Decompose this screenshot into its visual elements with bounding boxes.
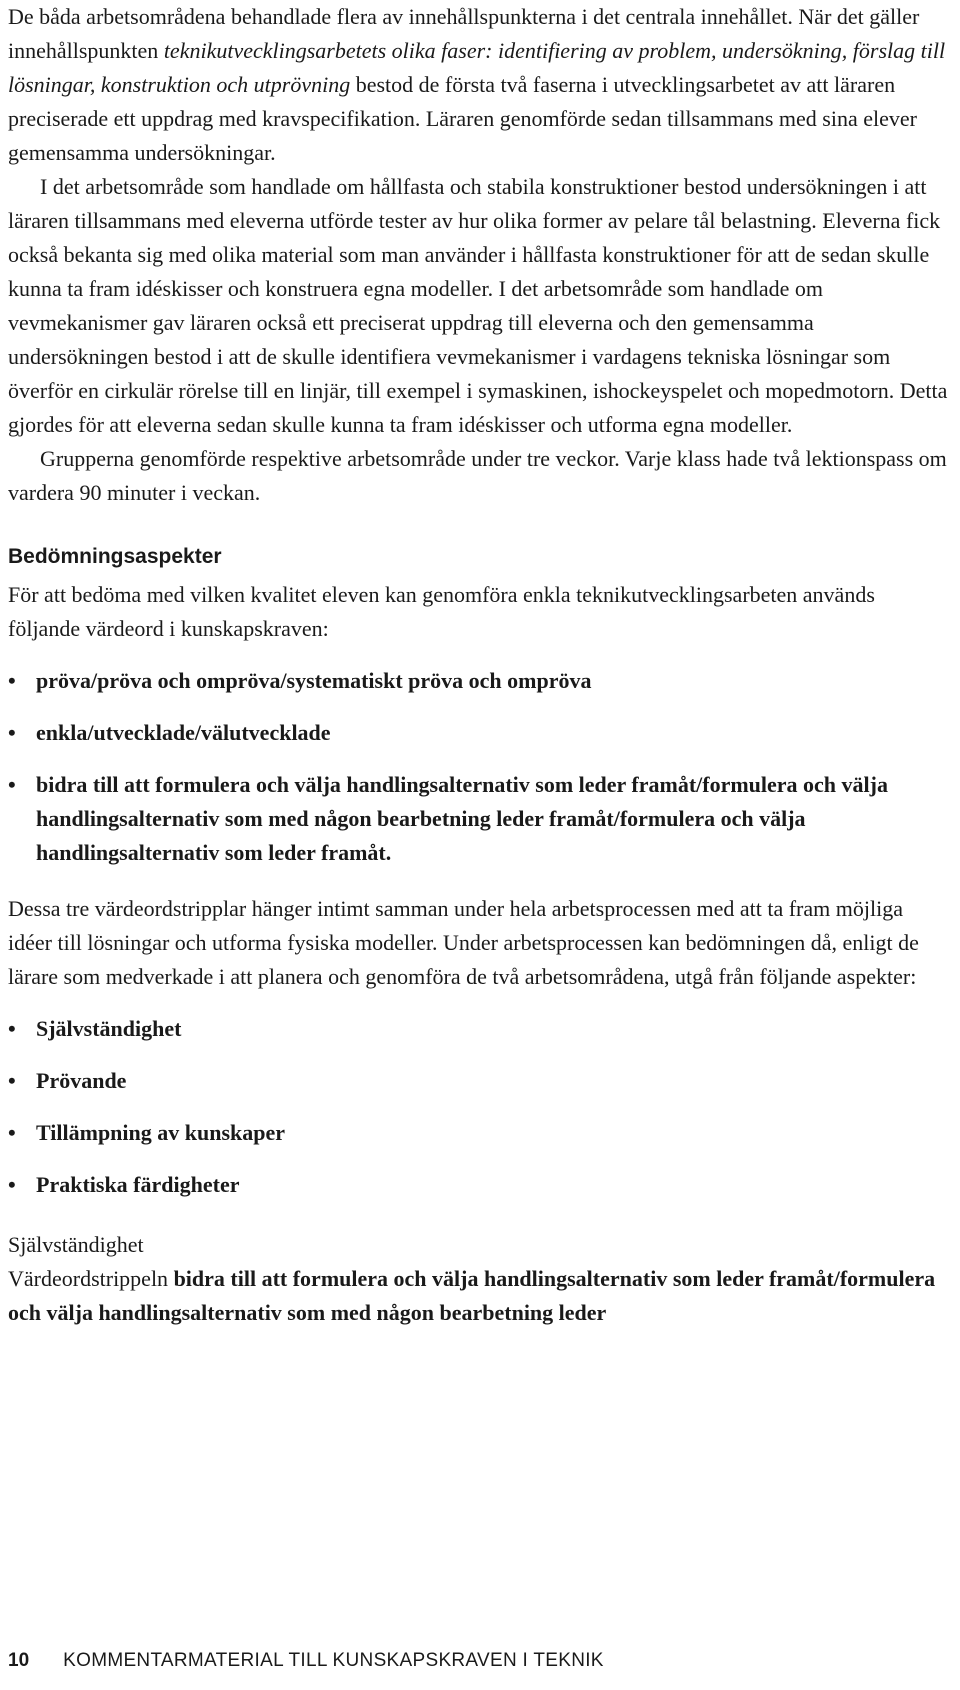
list-item-text: Tillämpning av kunskaper [36, 1120, 286, 1145]
bullet-icon: • [8, 1068, 16, 1093]
list-item [8, 1116, 948, 1150]
aspects-list [8, 1012, 948, 1202]
list-item [8, 768, 948, 870]
paragraph-intro-text-2: bestod de första två faserna i utvecklingsarbetet av att läraren preciserade ett uppdrag med kravspecifikation. Läraren genomförde sedan tillsammans med sina elever gemensamma undersökningar. [8, 72, 917, 165]
list-item-text: bidra till att formulera och välja handlingsalternativ som leder framåt/formulera och välja handlingsalternativ som med någon bearbetning leder framåt/formulera och välja handlingsalternativ som leder framåt. [36, 772, 888, 865]
document-page [8, 0, 948, 1330]
paragraph-aspects-intro: Dessa tre värdeordstripplar hänger intimt samman under hela arbetsprocessen med att ta fram möjliga idéer till lösningar och utforma fysiska modeller. Under arbetsprocessen kan bedömningen då, enligt de lärare som medverkade i att planera och genomföra de två arbetsområdena, utgå från följande aspekter: [8, 896, 919, 989]
paragraph-independence-bold: bidra till att formulera och välja handlingsalternativ som leder framåt/formulera och välja handlingsalternativ som med någon bearbetning leder [8, 1266, 936, 1325]
subheading: Självständighet [8, 1232, 144, 1257]
bullet-icon: • [8, 1016, 16, 1041]
bullet-icon: • [8, 668, 16, 693]
list-item [8, 1064, 948, 1098]
bullet-icon: • [8, 1120, 16, 1145]
list-item [8, 664, 948, 698]
paragraph-independence-lead: Värdeordstrippeln [8, 1266, 174, 1291]
paragraph-intro-text-1: De båda arbetsområdena behandlade flera av innehållspunkterna i det centrala innehållet. När det gäller innehållspunkten [8, 4, 920, 63]
section-heading: Bedömningsaspekter [8, 545, 222, 568]
page-footer [8, 1648, 948, 1674]
list-item-text: pröva/pröva och ompröva/systematiskt pröva och ompröva [36, 668, 592, 693]
list-item-text: Prövande [36, 1068, 127, 1093]
list-item-text: Självständighet [36, 1016, 182, 1041]
paragraph-work-areas: I det arbetsområde som handlade om hållfasta och stabila konstruktioner bestod undersökningen i att läraren tillsammans med eleverna utförde tester av hur olika former av pelare tål belastning. Eleverna fick också bekanta sig med olika material som man använder i hållfasta konstruktioner för att de sedan skulle kunna ta fram idéskisser och konstruera egna modeller. I det arbetsområde som handlade om vevmekanismer gav läraren också ett preciserat uppdrag till eleverna och den gemensamma undersökningen bestod i att de skulle identifiera vevmekanismer i vardagens tekniska lösningar som överför en cirkulär rörelse till en linjär, till exempel i symaskinen, ishockeyspelet och mopedmotorn. Detta gjordes för att eleverna sedan skulle kunna ta fram idéskisser och utforma egna modeller. [8, 174, 948, 437]
paragraph-intro [8, 0, 948, 170]
paragraph-independence [8, 1262, 948, 1330]
list-item [8, 1012, 948, 1046]
paragraph-schedule: Grupperna genomförde respektive arbetsområde under tre veckor. Varje klass hade två lektionspass om vardera 90 minuter i veckan. [8, 446, 947, 505]
list-item [8, 716, 948, 750]
page-number: 10 [8, 1650, 30, 1671]
list-item [8, 1168, 948, 1202]
bullet-icon: • [8, 720, 16, 745]
bullet-icon: • [8, 772, 16, 797]
paragraph-assessment-intro: För att bedöma med vilken kvalitet eleven kan genomföra enkla teknikutvecklingsarbeten används följande värdeord i kunskapskraven: [8, 582, 875, 641]
footer-title: KOMMENTARMATERIAL TILL KUNSKAPSKRAVEN I TEKNIK [63, 1650, 604, 1671]
bullet-icon: • [8, 1172, 16, 1197]
paragraph-intro-italic: teknikutvecklingsarbetets olika faser: identifiering av problem, undersökning, förslag till lösningar, konstruktion och utprövning [8, 38, 946, 97]
value-words-list [8, 664, 948, 870]
list-item-text: Praktiska färdigheter [36, 1172, 240, 1197]
list-item-text: enkla/utvecklade/välutvecklade [36, 720, 331, 745]
